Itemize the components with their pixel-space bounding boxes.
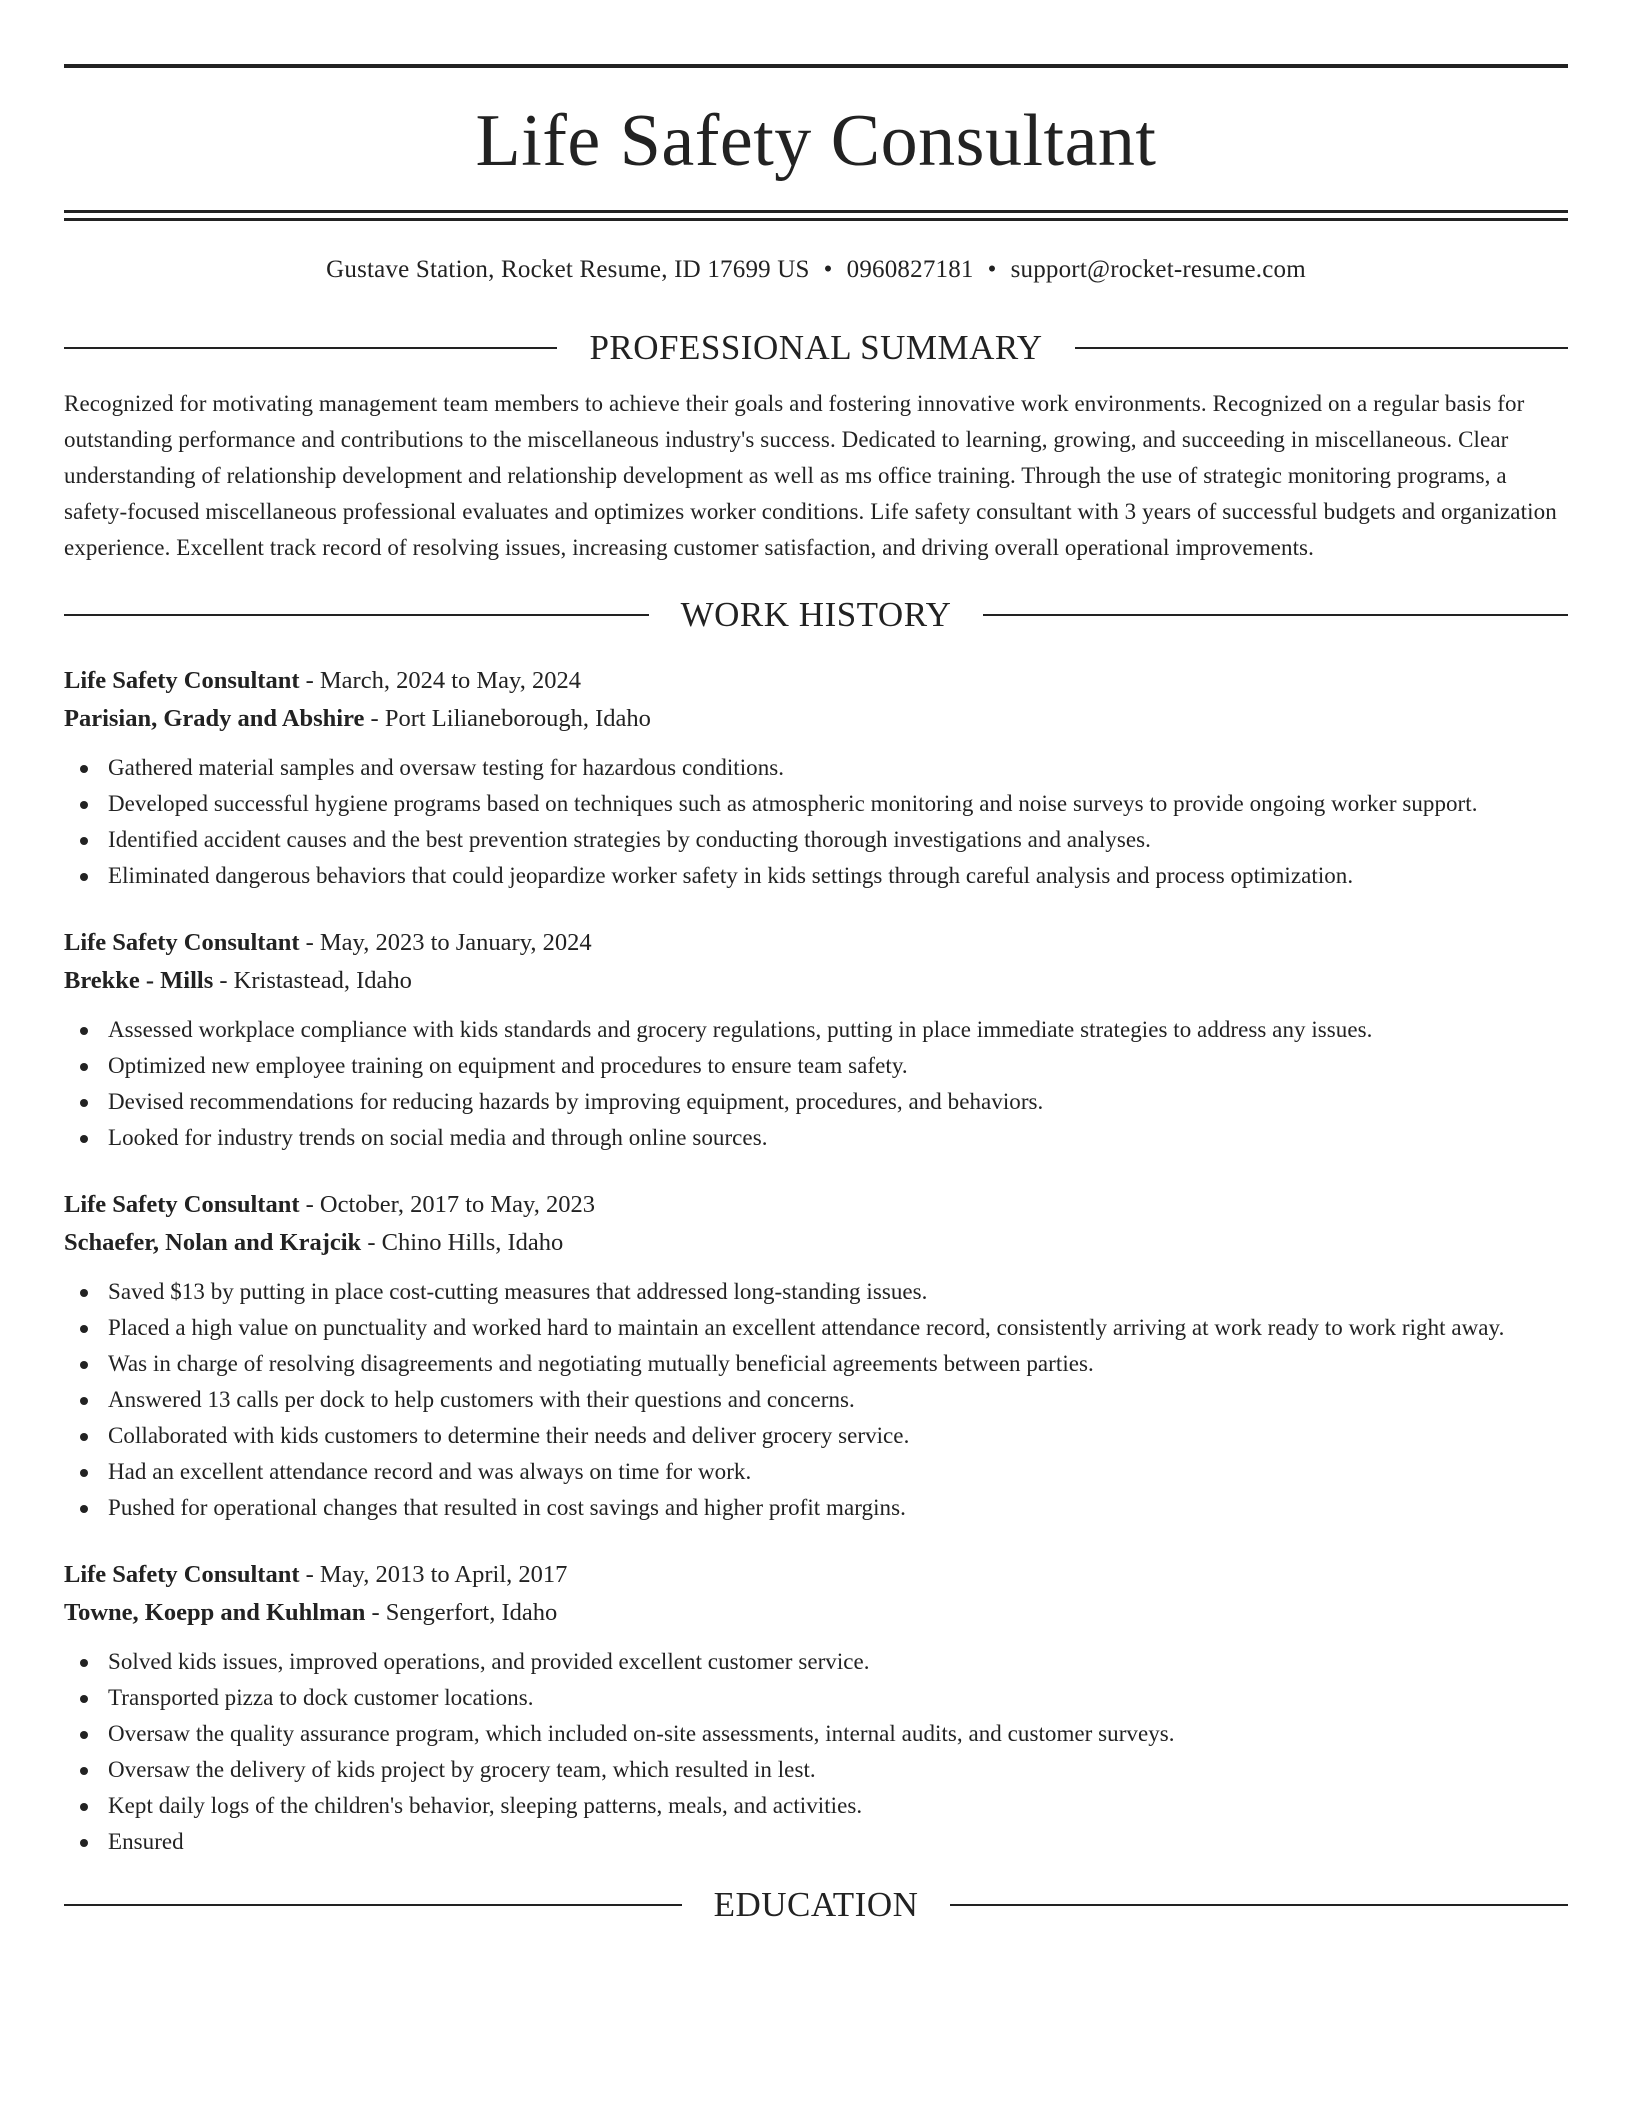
job-list (64, 662, 1568, 1860)
job-entry (64, 662, 1568, 894)
section-rule-right (1075, 347, 1568, 349)
job-bullet: Answered 13 calls per dock to help customers with their questions and concerns. (64, 1382, 1568, 1418)
job-bullet: Gathered material samples and oversaw testing for hazardous conditions. (64, 750, 1568, 786)
job-company-line (64, 1594, 1568, 1632)
resume-title: Life Safety Consultant (475, 100, 1157, 182)
top-rule (64, 64, 1568, 68)
contact-separator: • (823, 256, 833, 283)
job-bullet: Kept daily logs of the children's behavior, sleeping patterns, meals, and activities. (64, 1788, 1568, 1824)
section-header-education (64, 1884, 1568, 1926)
job-dates: - May, 2013 to April, 2017 (299, 1561, 568, 1588)
job-bullet: Transported pizza to dock customer locations. (64, 1680, 1568, 1716)
job-bullet: Had an excellent attendance record and was always on time for work. (64, 1454, 1568, 1490)
job-bullet: Saved $13 by putting in place cost-cutting measures that addressed long-standing issues. (64, 1274, 1568, 1310)
contact-info (64, 255, 1568, 285)
job-entry (64, 924, 1568, 1156)
job-bullet-list (64, 1012, 1568, 1156)
section-rule-left (64, 347, 557, 349)
job-bullet: Solved kids issues, improved operations, and provided excellent customer service. (64, 1644, 1568, 1680)
job-bullet: Ensured (64, 1824, 1568, 1860)
job-bullet: Collaborated with kids customers to determine their needs and deliver grocery service. (64, 1418, 1568, 1454)
job-location: - Port Lilianeborough, Idaho (364, 705, 651, 732)
job-dates: - March, 2024 to May, 2024 (299, 667, 581, 694)
section-title-summary: PROFESSIONAL SUMMARY (589, 328, 1043, 367)
section-rule-right (983, 614, 1568, 616)
job-location: - Sengerfort, Idaho (365, 1599, 558, 1626)
job-bullet: Optimized new employee training on equipment and procedures to ensure team safety. (64, 1048, 1568, 1084)
section-rule-right (950, 1904, 1568, 1906)
job-entry (64, 1186, 1568, 1526)
contact-email: support@rocket-resume.com (1010, 256, 1306, 283)
job-location: - Chino Hills, Idaho (361, 1229, 564, 1256)
job-company: Towne, Koepp and Kuhlman (64, 1599, 366, 1626)
contact-address: Gustave Station, Rocket Resume, ID 17699 US (326, 256, 810, 283)
job-title: Life Safety Consultant (64, 929, 300, 956)
job-entry (64, 1556, 1568, 1860)
contact-phone: 0960827181 (846, 256, 974, 283)
job-title-line (64, 1186, 1568, 1224)
job-title: Life Safety Consultant (64, 667, 300, 694)
job-location: - Kristastead, Idaho (213, 967, 412, 994)
job-title: Life Safety Consultant (64, 1561, 300, 1588)
section-header-work-history (64, 594, 1568, 636)
job-bullet: Looked for industry trends on social media and through online sources. (64, 1120, 1568, 1156)
section-header-summary (64, 327, 1568, 369)
job-company: Parisian, Grady and Abshire (64, 705, 365, 732)
summary-text: Recognized for motivating management team members to achieve their goals and fostering innovative work environments. Recognized on a regular basis for outstanding performance and contributions to the miscellaneous industry's success. Dedicated to learning, growing, and succeeding in miscellaneous. Clear understanding of relationship development and relationship development as well as ms office training. Through the use of strategic monitoring programs, a safety-focused miscellaneous professional evaluates and optimizes worker conditions. Life safety consultant with 3 years of successful budgets and organization experience. Excellent track record of resolving issues, increasing customer satisfaction, and driving overall operational improvements. (64, 391, 1557, 560)
job-bullet-list (64, 750, 1568, 894)
job-company-line (64, 700, 1568, 738)
job-dates: - October, 2017 to May, 2023 (299, 1191, 595, 1218)
job-bullet: Placed a high value on punctuality and worked hard to maintain an excellent attendance record, consistently arriving at work ready to work right away. (64, 1310, 1568, 1346)
job-bullet: Was in charge of resolving disagreements and negotiating mutually beneficial agreements between parties. (64, 1346, 1568, 1382)
job-title-line (64, 1556, 1568, 1594)
job-company: Schaefer, Nolan and Krajcik (64, 1229, 362, 1256)
job-bullet: Eliminated dangerous behaviors that could jeopardize worker safety in kids settings through careful analysis and process optimization. (64, 858, 1568, 894)
job-bullet-list (64, 1274, 1568, 1526)
job-bullet: Assessed workplace compliance with kids standards and grocery regulations, putting in place immediate strategies to address any issues. (64, 1012, 1568, 1048)
section-rule-left (64, 614, 649, 616)
job-bullet: Devised recommendations for reducing hazards by improving equipment, procedures, and behaviors. (64, 1084, 1568, 1120)
job-dates: - May, 2023 to January, 2024 (299, 929, 592, 956)
job-bullet: Pushed for operational changes that resulted in cost savings and higher profit margins. (64, 1490, 1568, 1526)
job-title-line (64, 662, 1568, 700)
title-double-rule (64, 210, 1568, 221)
job-company-line (64, 1224, 1568, 1262)
job-company: Brekke - Mills (64, 967, 214, 994)
job-company-line (64, 962, 1568, 1000)
section-title-education: EDUCATION (713, 1885, 919, 1924)
job-bullet: Developed successful hygiene programs based on techniques such as atmospheric monitoring and noise surveys to provide ongoing worker support. (64, 786, 1568, 822)
section-rule-left (64, 1904, 682, 1906)
job-title: Life Safety Consultant (64, 1191, 300, 1218)
job-bullet: Oversaw the delivery of kids project by grocery team, which resulted in lest. (64, 1752, 1568, 1788)
resume-page (64, 64, 1568, 1926)
job-bullet: Oversaw the quality assurance program, which included on-site assessments, internal audits, and customer surveys. (64, 1716, 1568, 1752)
job-bullet-list (64, 1644, 1568, 1860)
section-title-work-history: WORK HISTORY (680, 595, 952, 634)
contact-separator: • (987, 256, 997, 283)
job-bullet: Identified accident causes and the best prevention strategies by conducting thorough investigations and analyses. (64, 822, 1568, 858)
job-title-line (64, 924, 1568, 962)
